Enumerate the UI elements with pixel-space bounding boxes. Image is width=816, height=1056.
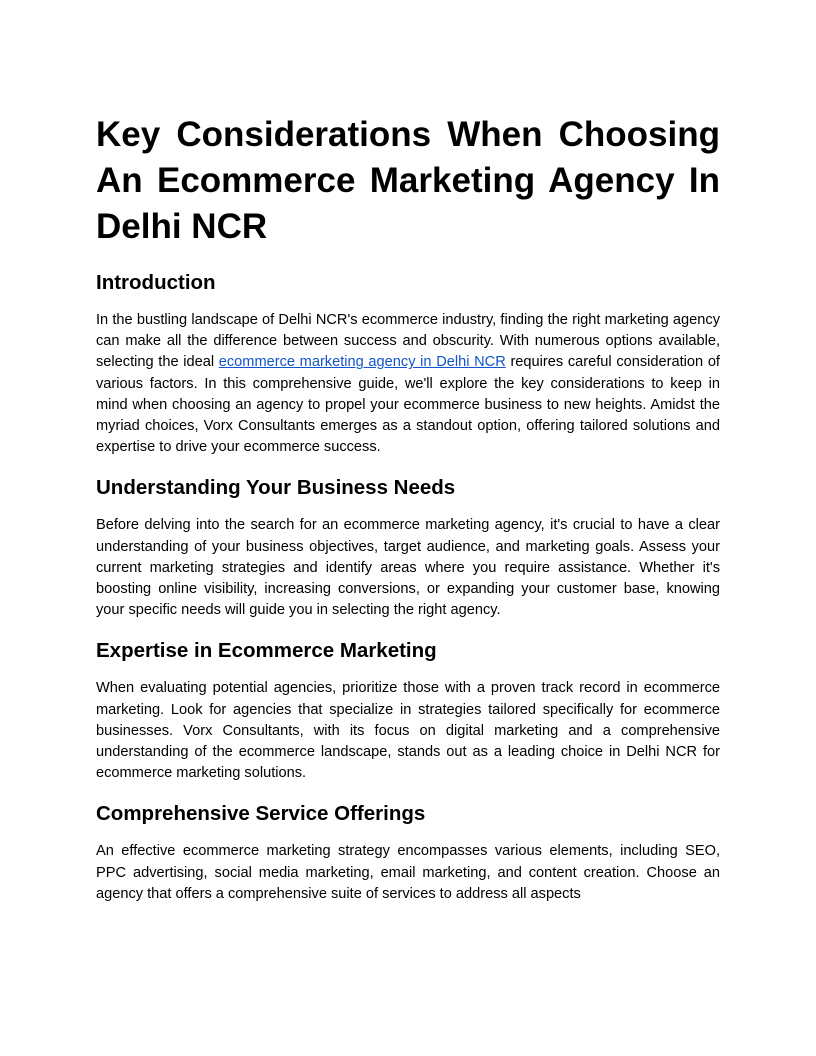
- section-heading-business-needs: Understanding Your Business Needs: [96, 476, 456, 500]
- ecommerce-agency-link[interactable]: ecommerce marketing agency in Delhi NCR: [218, 354, 506, 371]
- intro-text-after-link: requires careful consideration of various factors. In this comprehensive guide, we'll explore the key considerations to keep in mind when choosing an agency to propel your ecommerce business to new heights. Amidst the myriad choices, Vorx Consultants emerges as a standout option, offering tailored solutions and expertise to drive your ecommerce success.: [96, 354, 720, 456]
- intro-text-before-link: In the bustling landscape of Delhi NCR's ecommerce industry, finding the right marketing agency can make all the difference between success and obscurity. With numerous options available, selecting the ideal: [96, 312, 720, 371]
- section-heading-expertise: Expertise in Ecommerce Marketing: [96, 639, 437, 663]
- section-paragraph-introduction: [96, 310, 720, 458]
- section-paragraph-expertise: When evaluating potential agencies, prioritize those with a proven track record in ecommerce marketing. Look for agencies that specialize in strategies tailored specifically for ecommerce businesses. Vorx Consultants, with its focus on digital marketing and a comprehensive understanding of the ecommerce landscape, stands out as a leading choice in Delhi NCR for ecommerce marketing solutions.: [96, 680, 720, 782]
- section-paragraph-business-needs: Before delving into the search for an ecommerce marketing agency, it's crucial to have a clear understanding of your business objectives, target audience, and marketing goals. Assess your current marketing strategies and identify areas where you require assistance. Whether it's boosting online visibility, increasing conversions, or expanding your customer base, knowing your specific needs will guide you in selecting the right agency.: [96, 517, 720, 619]
- document-page: [96, 112, 720, 922]
- section-paragraph-service-offerings: An effective ecommerce marketing strategy encompasses various elements, including SEO, PPC advertising, social media marketing, email marketing, and content creation. Choose an agency that offers a comprehensive suite of services to address all aspects: [96, 843, 720, 902]
- section-heading-introduction: Introduction: [96, 271, 216, 294]
- section-heading-service-offerings: Comprehensive Service Offerings: [96, 802, 426, 826]
- document-title: Key Considerations When Choosing An Ecommerce Marketing Agency In Delhi NCR: [96, 115, 720, 246]
